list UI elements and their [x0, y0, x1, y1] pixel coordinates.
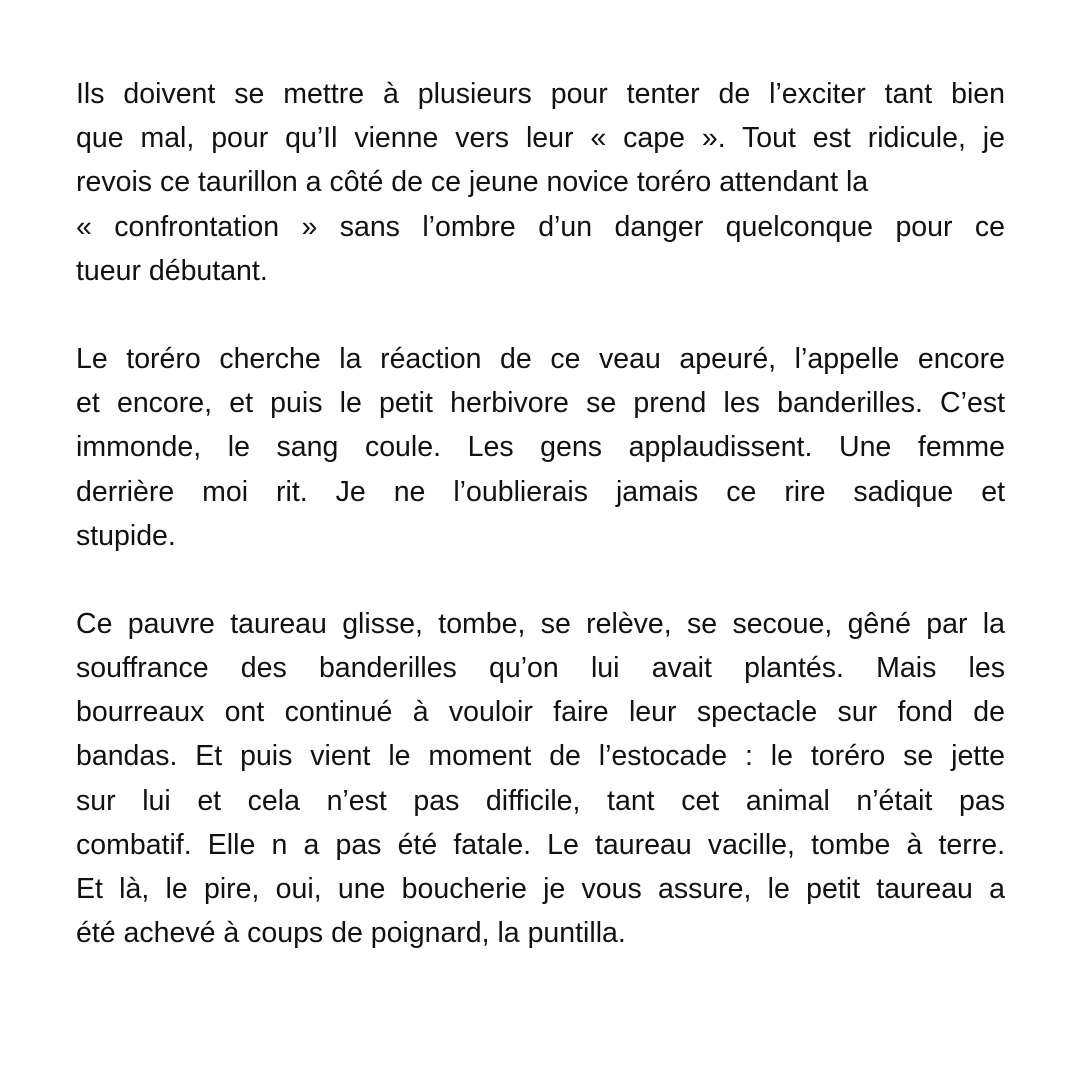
- text-line: Et là, le pire, oui, une boucherie je vous assure, le petit taureau a: [76, 873, 1005, 905]
- document-body: [76, 72, 1005, 999]
- text-line: combatif. Elle n a pas été fatale. Le taureau vacille, tombe à terre.: [76, 828, 1005, 861]
- text-line: immonde, le sang coule. Les gens applaudissent. Une femme: [76, 431, 1005, 464]
- text-line: que mal, pour qu’Il vienne vers leur « cape ». Tout est ridicule, je: [76, 122, 1005, 155]
- text-line: été achevé à coups de poignard, la puntilla.: [76, 917, 626, 950]
- text-line: stupide.: [76, 519, 176, 552]
- text-line: revois ce taurillon a côté de ce jeune novice toréro attendant la: [76, 166, 869, 199]
- text-line: Ce pauvre taureau glisse, tombe, se relève, se secoue, gêné par la: [76, 607, 1005, 640]
- text-line: « confrontation » sans l’ombre d’un danger quelconque pour ce: [76, 210, 1005, 243]
- paragraph-2: [76, 337, 1005, 558]
- text-line: souffrance des banderilles qu’on lui avait plantés. Mais les: [76, 652, 1005, 685]
- text-line: Le toréro cherche la réaction de ce veau apeuré, l’appelle encore: [76, 342, 1005, 375]
- paragraph-1: [76, 72, 1005, 293]
- paragraph-3: [76, 602, 1005, 956]
- text-line: Ils doivent se mettre à plusieurs pour tenter de l’exciter tant bien: [76, 78, 1005, 110]
- text-line: bourreaux ont continué à vouloir faire leur spectacle sur fond de: [76, 696, 1005, 729]
- text-line: sur lui et cela n’est pas difficile, tant cet animal n’était pas: [76, 784, 1005, 817]
- text-line: bandas. Et puis vient le moment de l’estocade : le toréro se jette: [76, 740, 1005, 773]
- text-line: tueur débutant.: [76, 254, 268, 287]
- text-line: et encore, et puis le petit herbivore se prend les banderilles. C’est: [76, 387, 1005, 420]
- text-line: derrière moi rit. Je ne l’oublierais jamais ce rire sadique et: [76, 475, 1005, 508]
